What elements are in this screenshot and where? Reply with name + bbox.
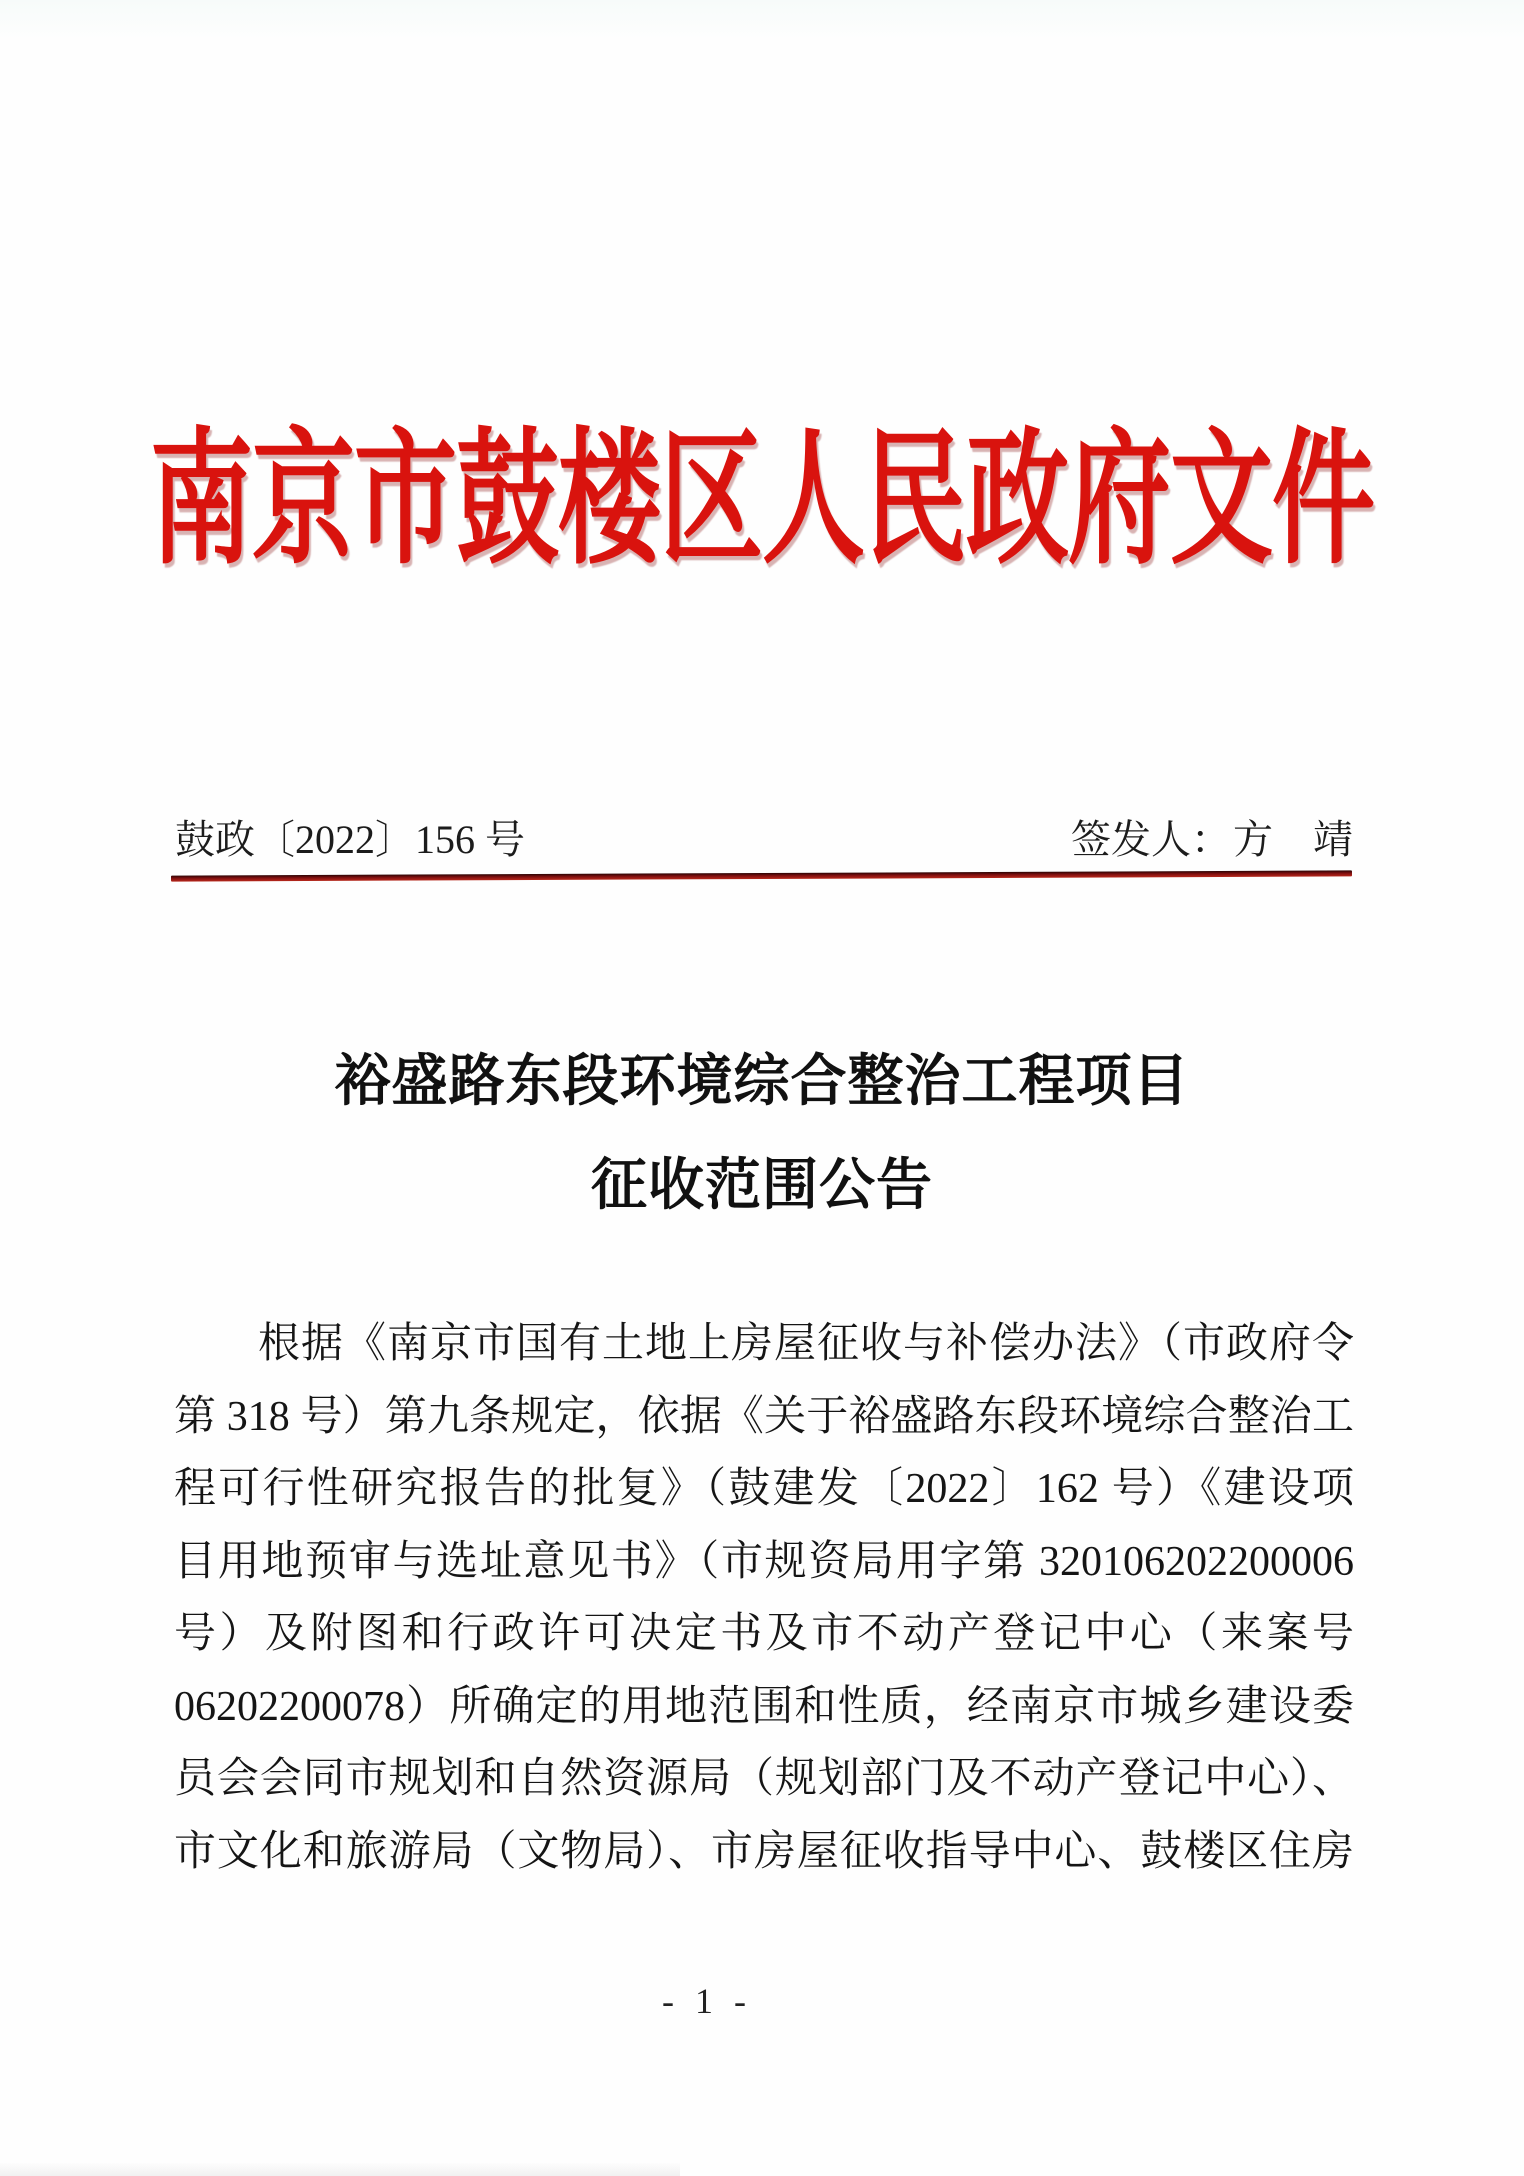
body-line: 根据《南京市国有土地上房屋征收与补偿办法》（市政府令 (258, 1321, 1354, 1367)
doc-number: 鼓政〔2022〕156 号 (175, 817, 525, 862)
agency-header-title: 南京市鼓楼区人民政府文件 (150, 420, 1374, 583)
body-line: 号）及附图和行政许可决定书及市不动产登记中心（来案号 (174, 1611, 1354, 1657)
issuer-label: 签发人： (1071, 817, 1231, 862)
issuer (1071, 818, 1353, 862)
body-line: 员会会同市规划和自然资源局（规划部门及不动产登记中心）、 (174, 1756, 1354, 1802)
scan-edge-tint (0, 0, 1524, 40)
body-line: 06202200078）所确定的用地范围和性质，经南京市城乡建设委 (174, 1683, 1354, 1730)
body-line: 目用地预审与选址意见书》（市规资局用字第 320106202200006 (174, 1538, 1354, 1585)
body-paragraph (174, 1308, 1354, 1888)
notice-title-line-2: 征收范围公告 (591, 1155, 933, 1217)
red-separator-rule (171, 870, 1352, 881)
body-line: 市文化和旅游局（文物局）、市房屋征收指导中心、鼓楼区住房 (174, 1828, 1354, 1875)
page-number: - 1 - (662, 1981, 752, 2021)
body-line: 程可行性研究报告的批复》（鼓建发〔2022〕162 号）《建设项 (174, 1466, 1354, 1512)
body-line: 第 318 号）第九条规定，依据《关于裕盛路东段环境综合整治工 (174, 1393, 1354, 1440)
doc-meta-row (175, 818, 1353, 862)
notice-title (0, 1030, 1524, 1238)
scan-bottom-smudge (0, 2162, 680, 2176)
issuer-name: 方 靖 (1233, 817, 1353, 862)
notice-title-line-1: 裕盛路东段环境综合整治工程项目 (334, 1051, 1190, 1113)
